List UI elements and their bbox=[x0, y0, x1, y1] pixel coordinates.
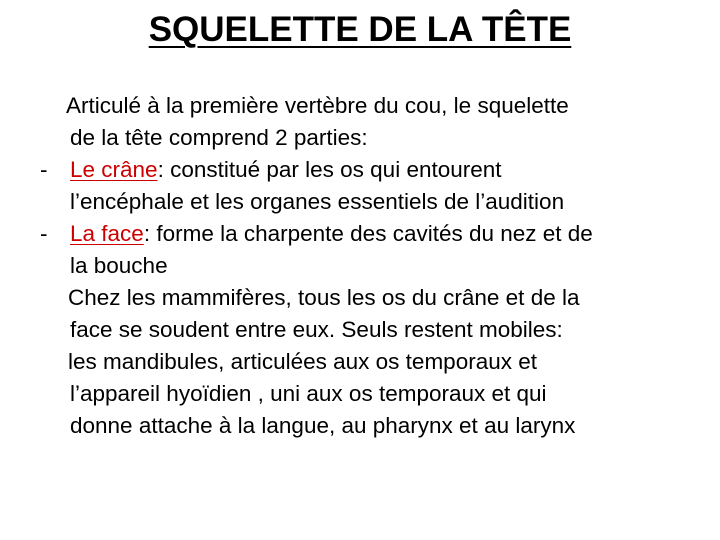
bullet-continuation-crane: l’encéphale et les organes essentiels de l’audition bbox=[70, 189, 565, 214]
mammals-line-1: Chez les mammifères, tous les os du crâne et de la bbox=[68, 285, 580, 310]
intro-line-2: de la tête comprend 2 parties: bbox=[70, 125, 368, 150]
mammals-line-3: les mandibules, articulées aux os temporaux et bbox=[68, 349, 537, 374]
mammals-line-5: donne attache à la langue, au pharynx et au larynx bbox=[70, 413, 576, 438]
mammals-line-2: face se soudent entre eux. Seuls restent mobiles: bbox=[70, 317, 563, 342]
intro-line-1: Articulé à la première vertèbre du cou, le squelette bbox=[66, 93, 569, 118]
mammals-line-4: l’appareil hyoïdien , uni aux os temporaux et qui bbox=[70, 381, 547, 406]
slide-body bbox=[40, 90, 680, 442]
bullet-text: : constitué par les os qui entourent bbox=[157, 157, 502, 182]
term-face: La face bbox=[70, 221, 144, 246]
page-title: SQUELETTE DE LA TÊTE bbox=[148, 10, 572, 49]
bullet-continuation-face: la bouche bbox=[70, 253, 168, 278]
bullet-item-crane bbox=[40, 154, 680, 186]
bullet-dash: - bbox=[40, 221, 48, 246]
bullet-item-face bbox=[40, 218, 680, 250]
bullet-dash: - bbox=[40, 157, 48, 182]
bullet-text: : forme la charpente des cavités du nez et de bbox=[143, 221, 593, 246]
term-crane: Le crâne bbox=[70, 157, 158, 182]
